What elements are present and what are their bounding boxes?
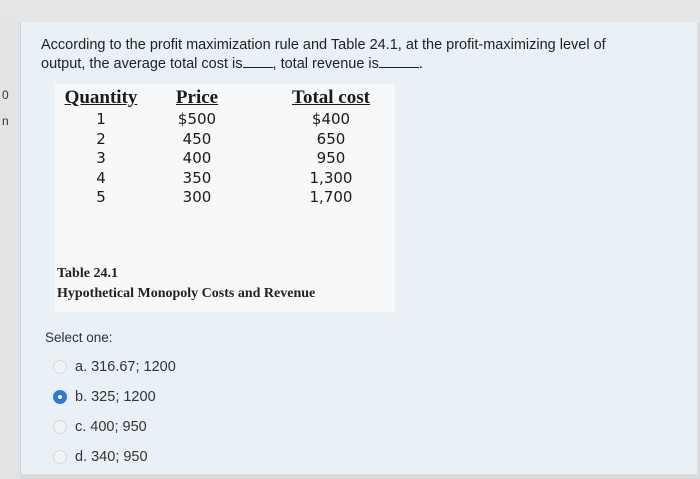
table-cell: 950 (316, 149, 346, 167)
top-strip (0, 0, 700, 22)
question-card (20, 22, 697, 474)
table-caption-number: Table 24.1 (57, 266, 118, 281)
quantity-column (61, 86, 141, 208)
table-cell: 2 (96, 129, 106, 148)
gutter-label-1: n (2, 114, 9, 128)
table-caption-title: Hypothetical Monopoly Costs and Revenue (57, 286, 316, 301)
table-caption (57, 264, 315, 304)
table-cell: 1,300 (309, 168, 353, 187)
radio-b-checked-icon[interactable] (53, 390, 67, 404)
quantity-header: Quantity (64, 87, 138, 108)
question-line-2c: . (418, 56, 423, 72)
question-line-2a: output, the average total cost is (41, 56, 243, 72)
table-cell: 4 (96, 168, 106, 187)
radio-a-icon[interactable] (53, 360, 67, 374)
price-header: Price (175, 87, 219, 108)
table-cell: 450 (182, 129, 212, 148)
price-column (159, 86, 235, 208)
option-b[interactable] (53, 382, 176, 412)
table-cell: 300 (182, 188, 212, 206)
table-cell: 350 (182, 168, 212, 187)
answer-blank-1 (243, 55, 273, 68)
left-gutter (0, 22, 20, 479)
option-d-label[interactable]: d. 340; 950 (75, 449, 148, 465)
option-c[interactable] (53, 412, 176, 442)
table-cell: 1 (96, 110, 106, 128)
total-cost-header: Total cost (292, 87, 370, 108)
question-text (41, 36, 661, 74)
select-one-label: Select one: (45, 330, 113, 345)
table-cell: $400 (311, 110, 351, 128)
radio-c-icon[interactable] (53, 420, 67, 434)
table-cell: 3 (96, 149, 106, 167)
table-figure (55, 84, 395, 312)
question-line-2b: , total revenue is (272, 56, 379, 72)
gutter-label-0: 0 (2, 88, 9, 102)
question-line-1: According to the profit maximization rule and Table 24.1, at the profit-maximizing level of (41, 37, 606, 53)
option-a-label[interactable]: a. 316.67; 1200 (75, 359, 176, 375)
table-cell: 1,700 (309, 188, 353, 206)
answer-options (53, 352, 176, 472)
option-c-label[interactable]: c. 400; 950 (75, 419, 147, 435)
table-cell: 650 (316, 129, 346, 148)
table-cell: $500 (177, 110, 217, 128)
table-cell: 5 (96, 188, 106, 206)
option-a[interactable] (53, 352, 176, 382)
table-cell: 400 (182, 149, 212, 167)
radio-d-icon[interactable] (53, 450, 67, 464)
answer-blank-2 (379, 55, 419, 68)
total-cost-column (283, 86, 379, 208)
option-d[interactable] (53, 442, 176, 472)
option-b-label[interactable]: b. 325; 1200 (75, 389, 156, 405)
